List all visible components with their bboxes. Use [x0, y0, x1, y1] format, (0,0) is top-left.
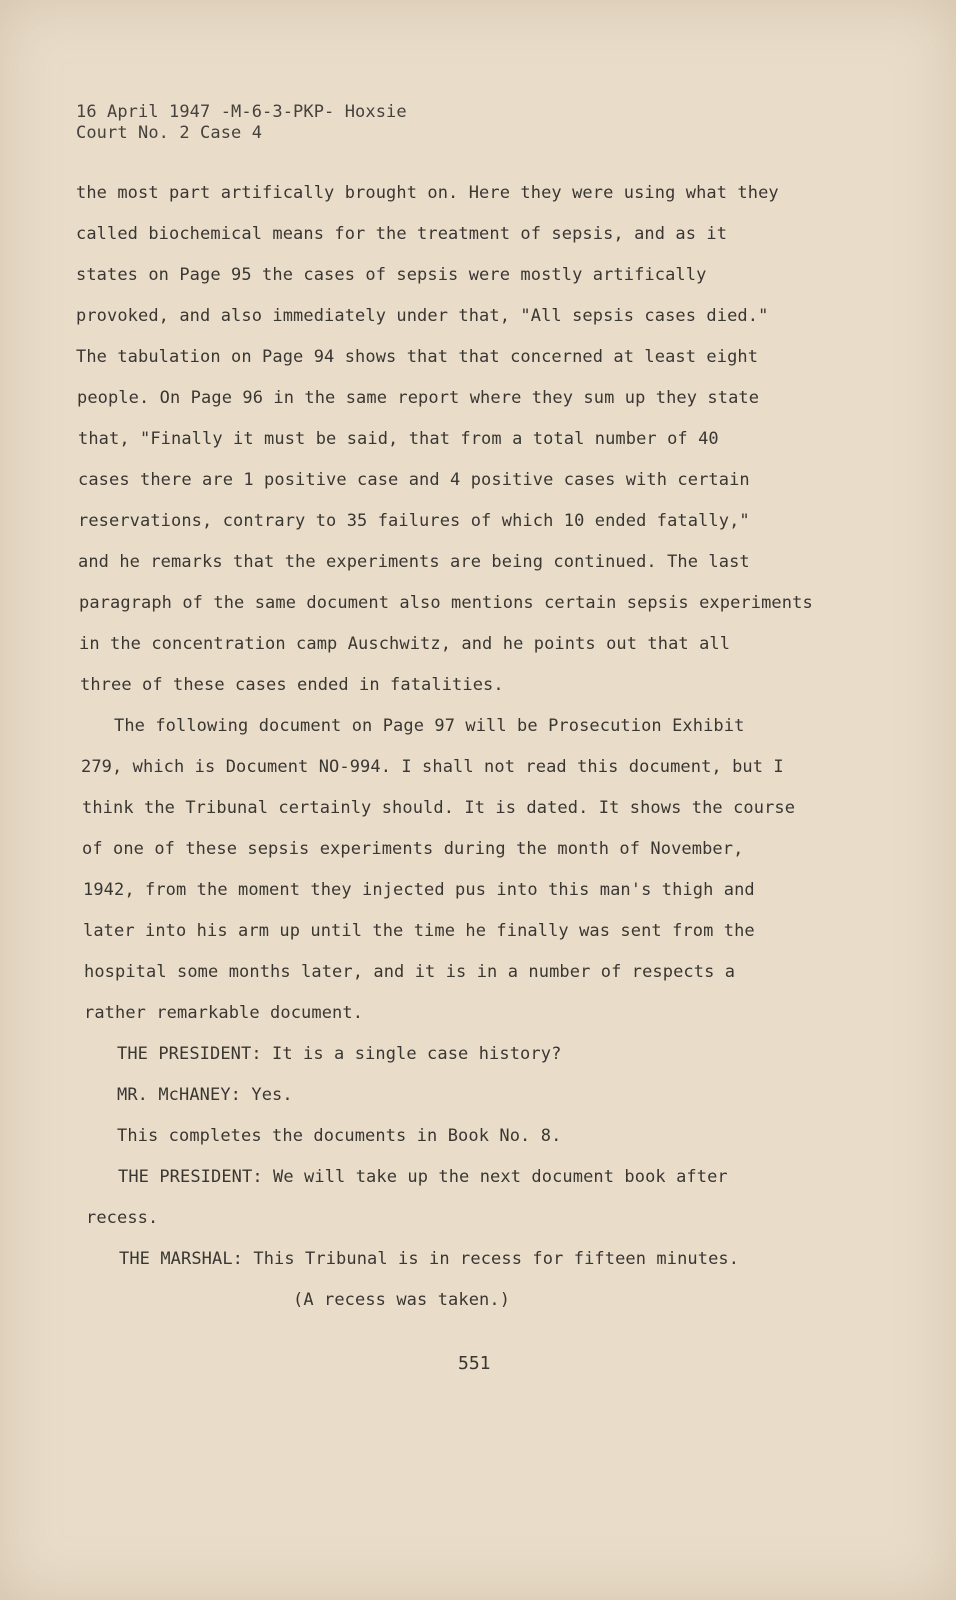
- body-line: that, "Finally it must be said, that from a total number of 40: [78, 429, 719, 449]
- body-line: The following document on Page 97 will be Prosecution Exhibit: [114, 716, 745, 736]
- body-line: This completes the documents in Book No. 8.: [117, 1126, 562, 1146]
- body-line: people. On Page 96 in the same report where they sum up they state: [77, 388, 760, 408]
- body-line: reservations, contrary to 35 failures of which 10 ended fatally,": [78, 511, 750, 531]
- header-date-line: 16 April 1947 -M-6-3-PKP- Hoxsie: [76, 102, 407, 122]
- body-line: called biochemical means for the treatment of sepsis, and as it: [76, 224, 728, 244]
- body-line: The tabulation on Page 94 shows that that concerned at least eight: [76, 347, 759, 367]
- body-line: of one of these sepsis experiments during the month of November,: [82, 839, 744, 859]
- header-court-line: Court No. 2 Case 4: [76, 123, 263, 143]
- body-line: 1942, from the moment they injected pus into this man's thigh and: [83, 880, 755, 900]
- body-line: later into his arm up until the time he finally was sent from the: [83, 921, 755, 941]
- body-line: and he remarks that the experiments are being continued. The last: [78, 552, 750, 572]
- speaker-line: MR. McHANEY: Yes.: [117, 1085, 293, 1105]
- speaker-line: THE MARSHAL: This Tribunal is in recess for fifteen minutes.: [119, 1249, 740, 1269]
- body-line: the most part artifically brought on. Here they were using what they: [76, 183, 779, 203]
- body-line: in the concentration camp Auschwitz, and he points out that all: [79, 634, 731, 654]
- body-line: provoked, and also immediately under that, "All sepsis cases died.": [76, 306, 769, 326]
- body-line: states on Page 95 the cases of sepsis were mostly artifically: [76, 265, 707, 285]
- body-line: cases there are 1 positive case and 4 positive cases with certain: [78, 470, 750, 490]
- body-line: 279, which is Document NO-994. I shall not read this document, but I: [81, 757, 784, 777]
- body-line: recess.: [86, 1208, 159, 1228]
- body-line: paragraph of the same document also mentions certain sepsis experiments: [79, 593, 813, 613]
- speaker-line: THE PRESIDENT: It is a single case history?: [117, 1044, 562, 1064]
- page-number: 551: [458, 1353, 491, 1374]
- body-line: three of these cases ended in fatalities.: [80, 675, 504, 695]
- body-line: hospital some months later, and it is in a number of respects a: [84, 962, 736, 982]
- body-line: rather remarkable document.: [84, 1003, 364, 1023]
- body-line: think the Tribunal certainly should. It is dated. It shows the course: [82, 798, 796, 818]
- stage-direction: (A recess was taken.): [293, 1290, 511, 1310]
- speaker-line: THE PRESIDENT: We will take up the next document book after: [118, 1167, 728, 1187]
